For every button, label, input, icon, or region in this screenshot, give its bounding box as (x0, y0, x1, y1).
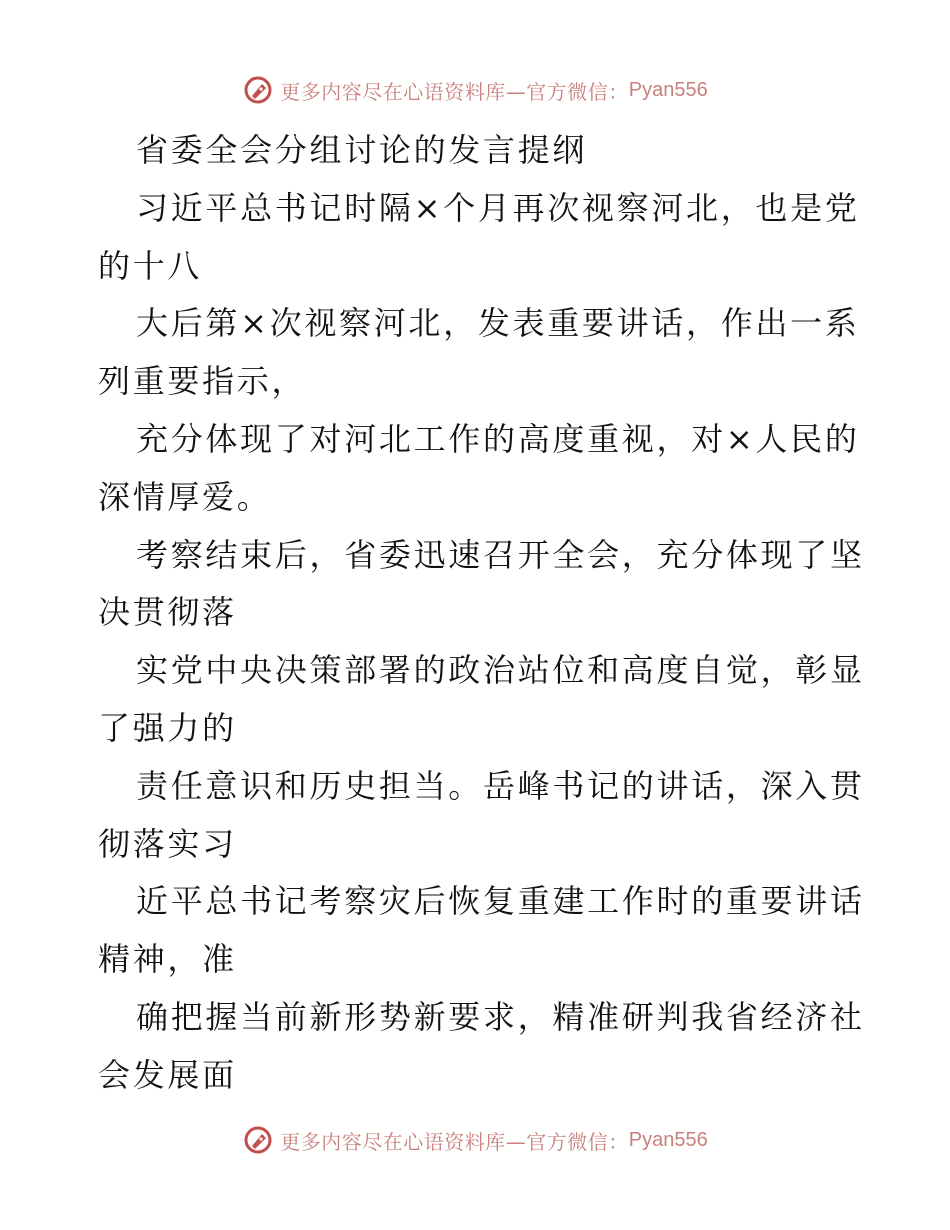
banner-wechat-id: Pyan556 (628, 1128, 708, 1151)
text-line: 列重要指示， (98, 362, 307, 401)
pen-nib-circle-icon (242, 74, 274, 106)
text-line: 责任意识和历史担当。岳峰书记的讲话，深入贯 (136, 766, 865, 805)
pen-nib-circle-icon (242, 1124, 274, 1156)
text-line: 决贯彻落 (98, 593, 237, 632)
footer-banner (0, 1120, 950, 1160)
text-line: 考察结束后，省委迅速召开全会，充分体现了坚 (136, 535, 865, 574)
text-line: 确把握当前新形势新要求，精准研判我省经济社 (136, 997, 865, 1036)
header-banner (0, 70, 950, 110)
text-line: 会发展面 (98, 1055, 237, 1094)
text-line: 实党中央决策部署的政治站位和高度自觉，彰显 (136, 651, 865, 690)
text-line: 精神，准 (98, 940, 237, 979)
text-line: 了强力的 (98, 708, 237, 747)
text-line: 深情厚爱。 (98, 477, 272, 516)
text-line: 彻落实习 (98, 824, 237, 863)
banner-text: 更多内容尽在心语资料库—官方微信： (280, 79, 629, 104)
text-line: 近平总书记考察灾后恢复重建工作时的重要讲话 (136, 882, 865, 921)
text-line: 的十八 (98, 246, 203, 285)
text-line: 充分体现了对河北工作的高度重视，对×人民的 (136, 419, 860, 458)
banner-text: 更多内容尽在心语资料库—官方微信： (280, 1129, 629, 1154)
text-line: 大后第×次视察河北，发表重要讲话，作出一系 (136, 304, 860, 343)
document-title: 省委全会分组讨论的发言提纲 (136, 131, 588, 169)
text-line: 习近平总书记时隔×个月再次视察河北，也是党 (136, 188, 860, 227)
banner-wechat-id: Pyan556 (628, 78, 708, 101)
document-body (98, 122, 865, 1105)
